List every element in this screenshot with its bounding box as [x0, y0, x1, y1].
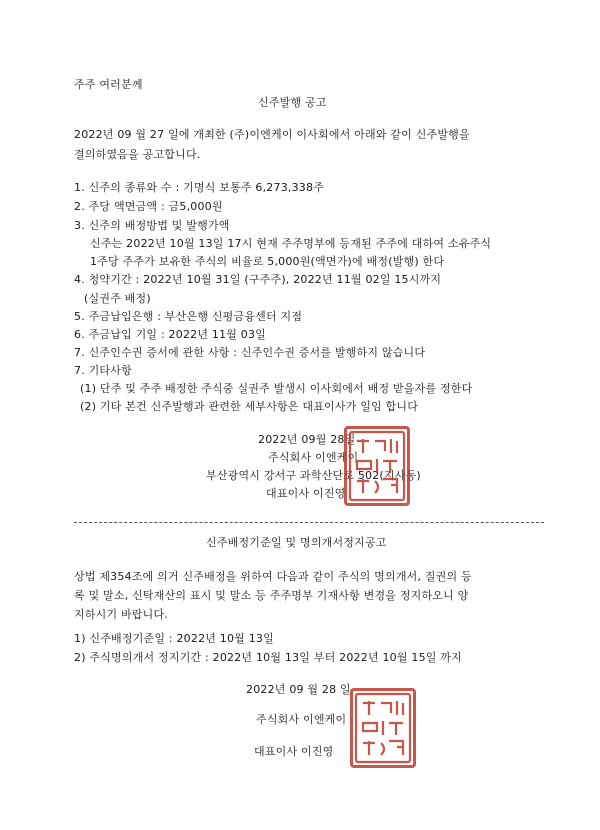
- notice-date: 2022년 09월 28일: [258, 433, 356, 446]
- intro-text: 결의하였음을 공고합니다.: [74, 148, 201, 161]
- list-item: 신주는 2022년 10월 13일 17시 현재 주주명부에 등재된 주주에 대하여 소유주식: [90, 237, 492, 250]
- notice-body: 록 및 말소, 신탁재산의 표시 및 말소 등 주주명부 기재사항 변경을 정지하오니 양: [74, 589, 469, 602]
- list-item: 7. 기타사항: [74, 364, 132, 377]
- company-name: 주식회사 이엔케이: [256, 713, 347, 726]
- ceo-name: 대표이사 이진영: [254, 745, 334, 758]
- list-item: 4. 청약기간 : 2022년 10월 31일 (구주주), 2022년 11월 02일 15시까지: [74, 273, 442, 286]
- notice-title: 신주배정기준일 및 명의개서정지공고: [206, 536, 387, 549]
- company-address: 부산광역시 강서구 과학산단로 502(지사동): [206, 469, 421, 482]
- company-seal: [344, 426, 410, 506]
- list-item: (1) 단주 및 주주 배정한 주식중 실권주 발생시 이사회에서 배정 받을자를 정한다: [80, 382, 473, 395]
- greeting: 주주 여러분께: [74, 78, 143, 91]
- company-name: 주식회사 이엔케이: [268, 451, 359, 464]
- notice-date: 2022년 09 월 28 일: [246, 683, 351, 696]
- list-item: 7. 신주인수권 증서에 관한 사항 : 신주인수권 증서를 발행하지 않습니다: [74, 346, 426, 359]
- notice-title: 신주발행 공고: [258, 96, 327, 109]
- company-seal: [350, 688, 416, 768]
- ceo-name: 대표이사 이진영: [266, 487, 346, 500]
- list-item: 5. 주금납입은행 : 부산은행 신평금융센터 지점: [74, 310, 303, 323]
- list-item: (실권주 배정): [84, 292, 151, 305]
- notice-body: 지하시기 바랍니다.: [74, 608, 169, 621]
- list-item: 6. 주금납입 기일 : 2022년 11월 03일: [74, 328, 267, 341]
- list-item: 2. 주당 액면금액 : 금5,000원: [74, 200, 223, 213]
- intro-text: 2022년 09 월 27 일에 개최한 (주)이엔케이 이사회에서 아래와 같이 신주발행을: [74, 128, 470, 141]
- list-item: 3. 신주의 배정방법 및 발행가액: [74, 219, 230, 232]
- list-item: 2) 주식명의개서 정지기간 : 2022년 10월 13일 부터 2022년 10월 15일 까지: [74, 651, 462, 664]
- list-item: 1주당 주주가 보유한 주식의 비율로 5,000원(액면가)에 배정(발행) 한다: [90, 255, 445, 268]
- list-item: 1. 신주의 종류와 수 : 기명식 보통주 6,273,338주: [74, 181, 325, 194]
- list-item: 1) 신주배정기준일 : 2022년 10월 13일: [74, 632, 274, 645]
- divider: [74, 522, 544, 523]
- list-item: (2) 기타 본건 신주발행과 관련한 세부사항은 대표이사가 일임 합니다: [80, 400, 419, 413]
- notice-body: 상법 제354조에 의거 신주배정을 위하여 다음과 같이 주식의 명의개서, 질권의 등: [74, 570, 472, 583]
